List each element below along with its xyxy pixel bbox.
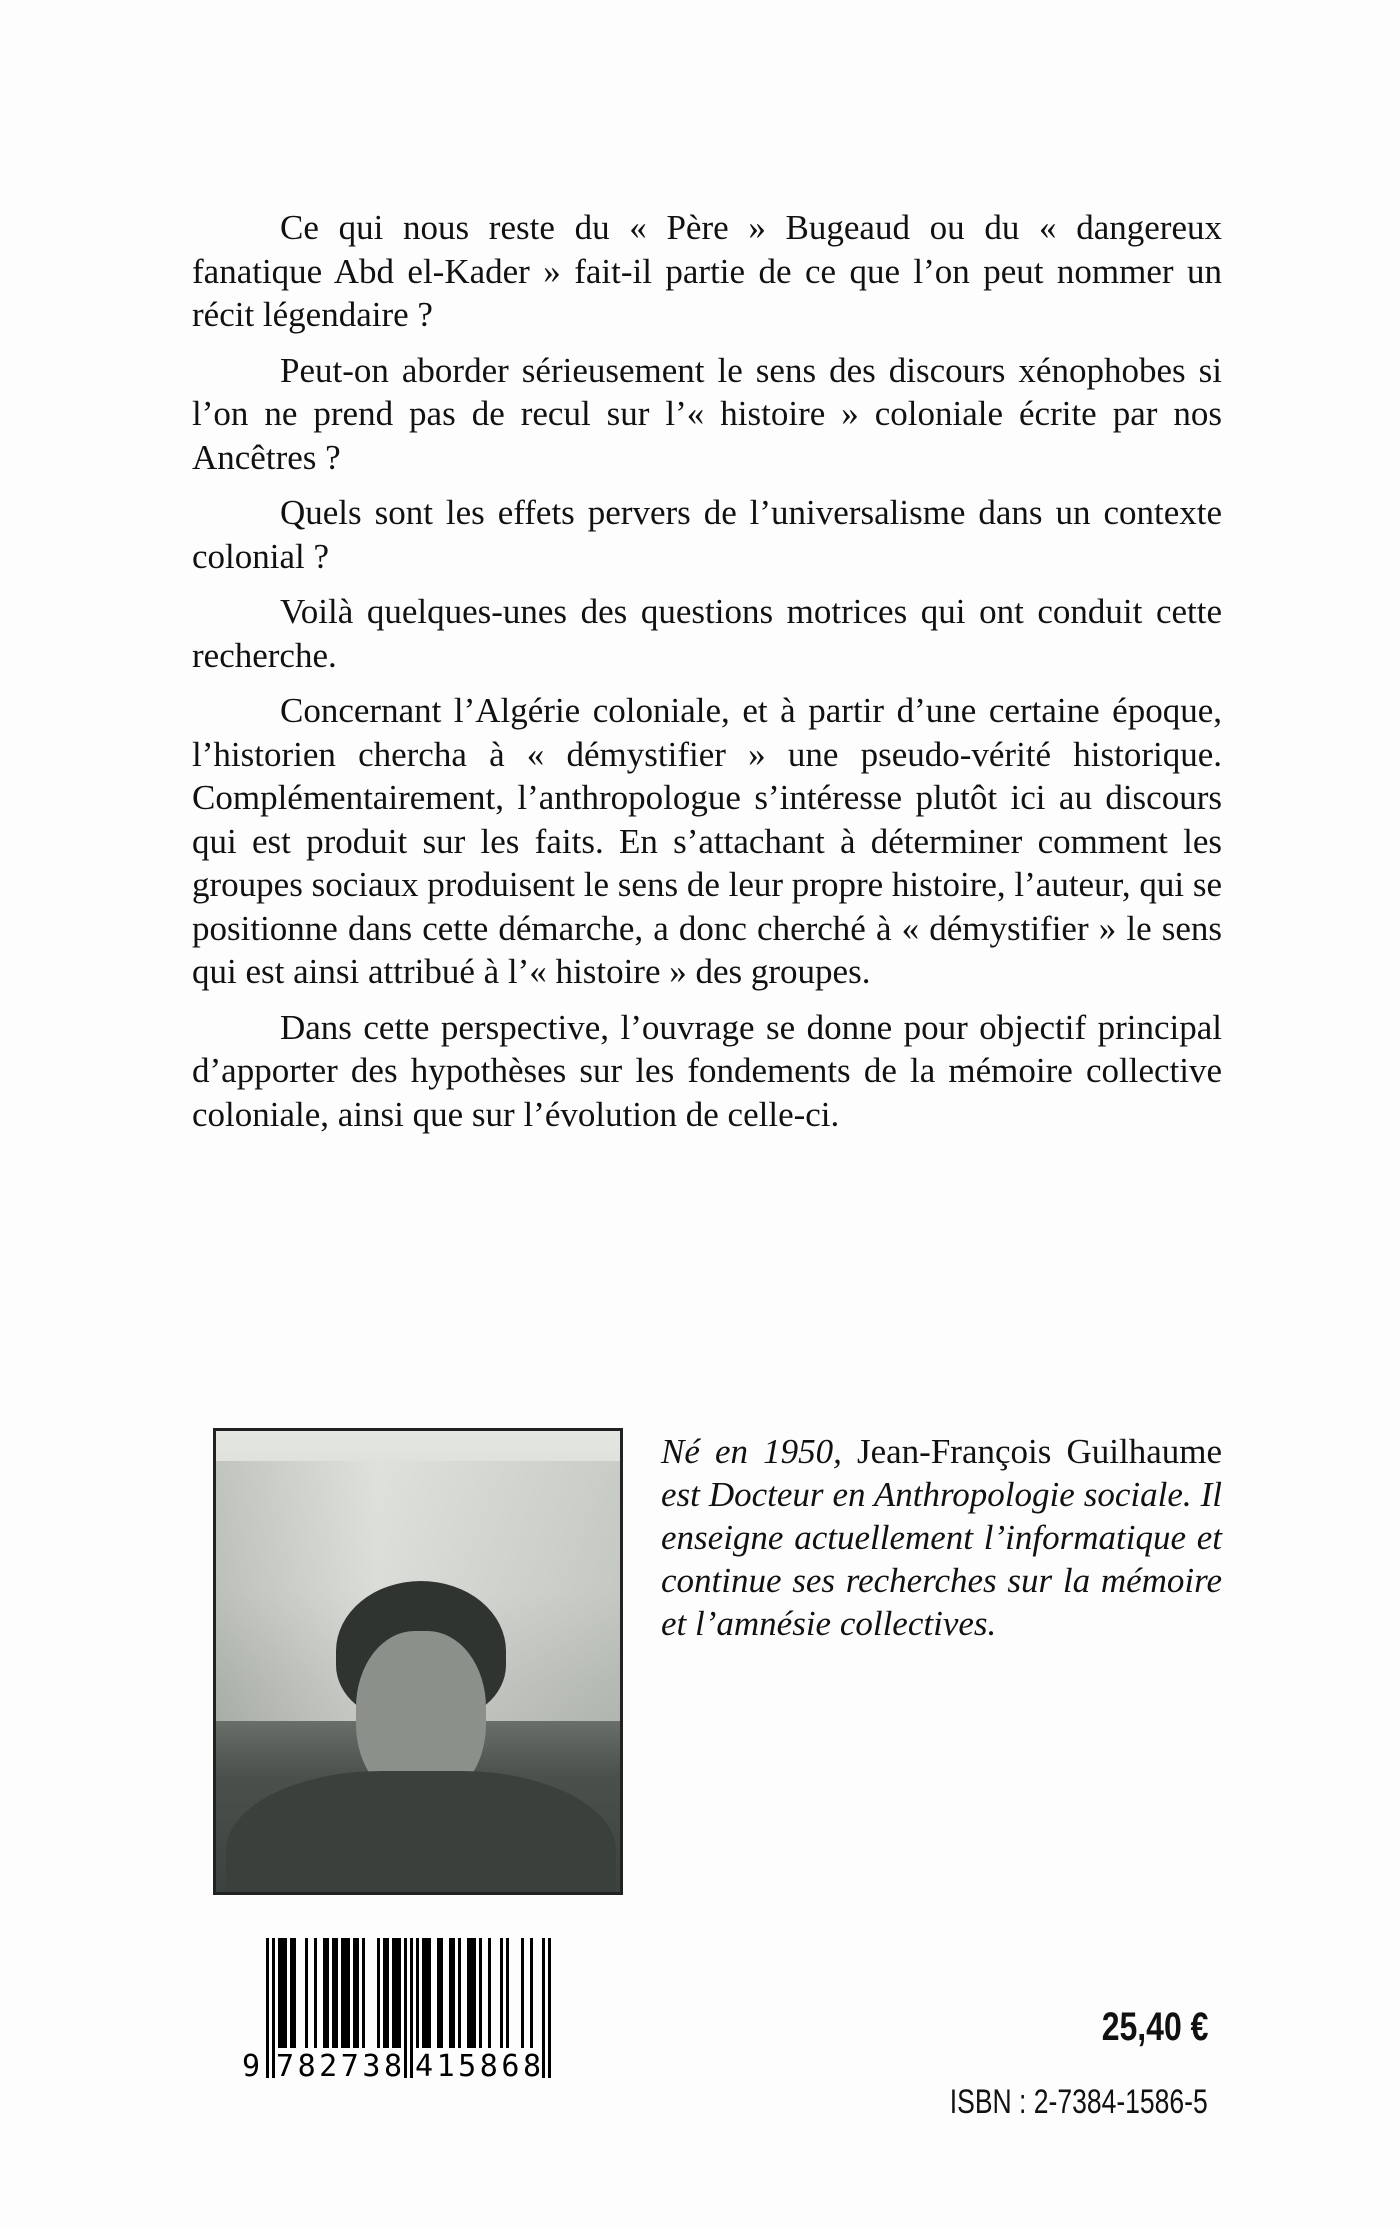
barcode-bar	[266, 1938, 269, 2078]
barcode-bar	[272, 1938, 275, 2078]
barcode-bar	[548, 1938, 551, 2078]
blurb-paragraph: Quels sont les effets pervers de l’universalisme dans un contexte colonial ?	[192, 493, 1222, 576]
barcode-bar	[335, 1938, 338, 2048]
barcode-bar	[383, 1938, 386, 2048]
barcode-bar	[386, 1938, 389, 2048]
barcode-bar	[542, 1938, 545, 2078]
barcode-bar	[422, 1938, 425, 2048]
price: 25,40 €	[1101, 2005, 1208, 2049]
author-description: est Docteur en Anthropologie sociale. Il enseigne actuellement l’informatique et continue ses recherches sur la mémoire et l’amnésie collectives.	[661, 1475, 1222, 1643]
barcode-bar	[362, 1938, 365, 2048]
barcode-bar	[425, 1938, 428, 2048]
barcode-bar	[398, 1938, 401, 2048]
barcode-bar	[437, 1938, 440, 2048]
barcode-bar	[323, 1938, 326, 2048]
barcode-bar	[467, 1938, 470, 2048]
barcode-bar	[278, 1938, 281, 2048]
blurb-paragraph: Dans cette perspective, l’ouvrage se donne pour objectif principal d’apporter des hypothèses sur les fondements de la mémoire collective coloniale, ainsi que sur l’évolution de celle-ci.	[192, 1007, 1222, 1134]
barcode-bar	[530, 1938, 533, 2048]
barcode-bar	[404, 1938, 407, 2078]
author-photo	[213, 1428, 623, 1895]
barcode-bar	[452, 1938, 455, 2048]
blurb-paragraph: Ce qui nous reste du « Père » Bugeaud ou du « dangereux fanatique Abd el-Kader » fait-il partie de ce que l’on peut nommer un récit légendaire ?	[192, 208, 1222, 334]
barcode-bar	[290, 1938, 293, 2048]
barcode	[240, 1938, 580, 2083]
barcode-bar	[305, 1938, 308, 2048]
barcode-bar	[395, 1938, 398, 2048]
barcode-bar	[428, 1938, 431, 2048]
blurb-paragraph: Voilà quelques-unes des questions motrices qui ont conduit cette recherche.	[192, 592, 1222, 675]
barcode-bar	[488, 1938, 491, 2048]
barcode-bar	[470, 1938, 473, 2048]
back-cover-blurb	[192, 206, 1222, 1148]
barcode-bar	[506, 1938, 509, 2048]
barcode-bar	[449, 1938, 452, 2048]
barcode-bar	[377, 1938, 380, 2048]
barcode-bar	[281, 1938, 284, 2048]
barcode-bar	[500, 1938, 503, 2048]
blurb-paragraph: Peut-on aborder sérieusement le sens des discours xénophobes si l’on ne prend pas de recul sur l’« histoire » coloniale écrite par nos Ancêtres ?	[192, 350, 1222, 477]
barcode-bar	[440, 1938, 443, 2048]
barcode-bar	[410, 1938, 413, 2078]
barcode-bar	[356, 1938, 359, 2048]
barcode-bar	[332, 1938, 335, 2048]
barcode-bar	[284, 1938, 287, 2048]
author-born: Né en 1950,	[661, 1432, 842, 1471]
barcode-bar	[353, 1938, 356, 2048]
barcode-first-digit: 9	[242, 2049, 261, 2083]
barcode-bar	[326, 1938, 329, 2048]
barcode-bar	[341, 1938, 344, 2048]
isbn: ISBN : 2-7384-1586-5	[950, 2083, 1208, 2121]
barcode-bar	[392, 1938, 395, 2048]
barcode-bar	[314, 1938, 317, 2048]
barcode-right-digits: 415868	[415, 2049, 541, 2083]
barcode-left-digits: 782738	[276, 2049, 402, 2083]
barcode-bar	[521, 1938, 524, 2048]
barcode-bar	[416, 1938, 419, 2048]
barcode-bar	[479, 1938, 482, 2048]
blurb-paragraph: Concernant l’Algérie coloniale, et à partir d’une certaine époque, l’historien chercha à « démystifier » une pseudo-vérité historique. Complémentairement, l’anthropologue s’intéresse plutôt ici au discours qui est produit sur les faits. En s’attachant à déterminer comment les groupes sociaux produisent le sens de leur propre histoire, l’auteur, qui se positionne dans cette démarche, a donc cherché à « démystifier » le sens qui est ainsi attribué à l’« histoire » des groupes.	[192, 691, 1222, 991]
barcode-bar	[347, 1938, 350, 2048]
barcode-bar	[344, 1938, 347, 2048]
barcode-bar	[293, 1938, 296, 2048]
author-bio	[661, 1430, 1222, 1645]
barcode-bar	[458, 1938, 461, 2048]
author-name: Jean-François Guilhaume	[856, 1432, 1222, 1471]
barcode-bar	[473, 1938, 476, 2048]
